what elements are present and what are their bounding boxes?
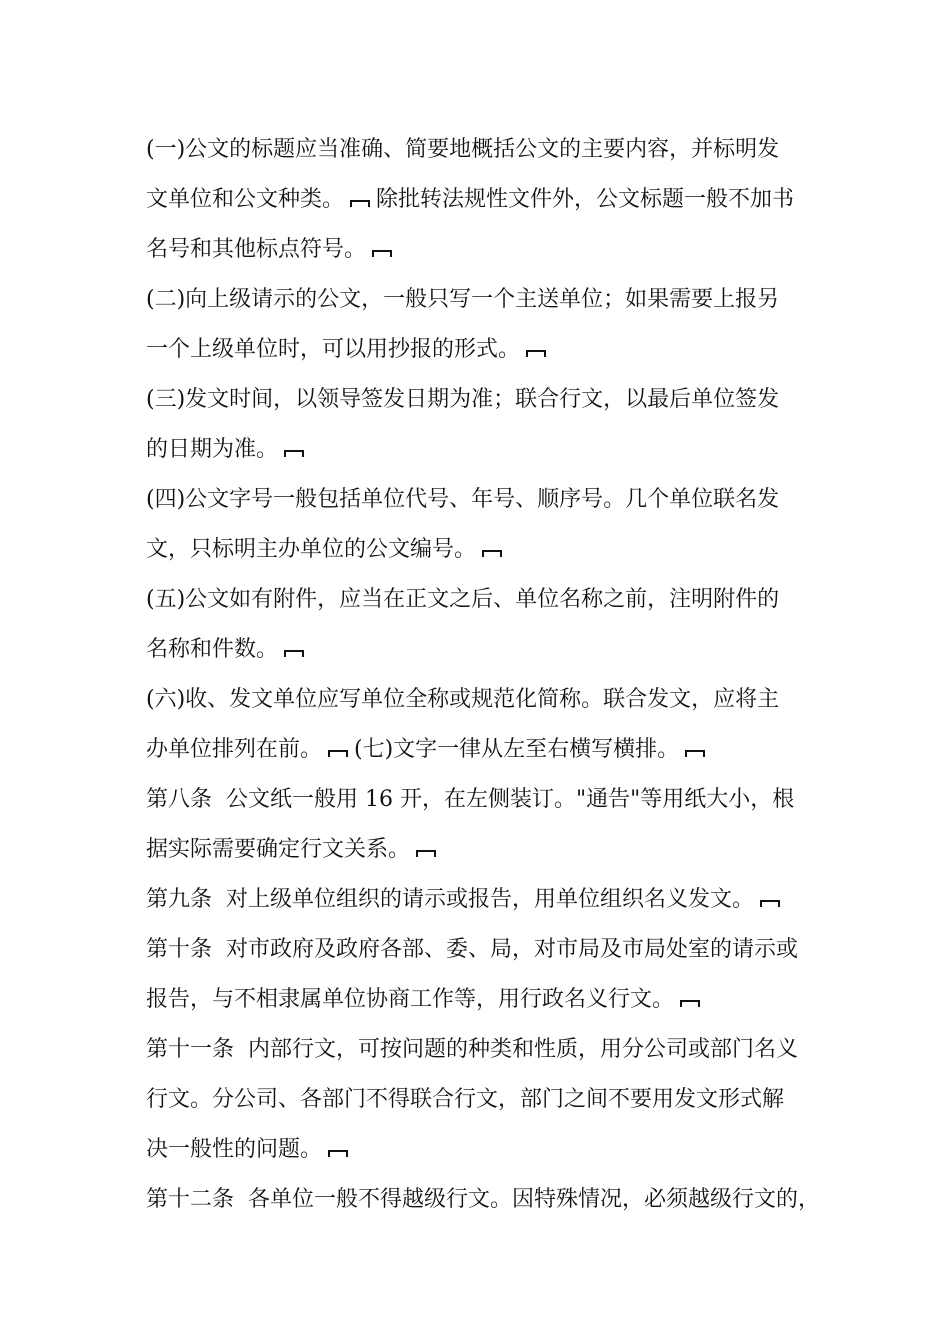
paragraph-mark-icon [350, 198, 370, 208]
text-segment: 第十二条 各单位一般不得越级行文。因特殊情况，必须越级行文的， [146, 1187, 820, 1212]
paragraph-mark-icon [482, 548, 502, 558]
text-segment: 第十条 对市政府及政府各部、委、局，对市局及市局处室的请示或 [146, 937, 798, 962]
text-line [146, 985, 836, 1015]
paragraph-mark-icon [328, 1148, 348, 1158]
text-line [146, 285, 836, 315]
text-line [146, 685, 836, 715]
text-segment: (四)公文字号一般包括单位代号、年号、顺序号。几个单位联名发 [146, 487, 780, 512]
text-segment: 第九条 对上级单位组织的请示或报告，用单位组织名义发文。 [146, 887, 754, 912]
text-line [146, 235, 836, 265]
text-segment: (六)收、发文单位应写单位全称或规范化简称。联合发文，应将主 [146, 687, 780, 712]
text-line [146, 785, 836, 815]
text-segment: 行文。分公司、各部门不得联合行文，部门之间不要用发文形式解 [146, 1087, 785, 1112]
text-line [146, 535, 836, 565]
paragraph-mark-icon [416, 848, 436, 858]
text-segment: 文单位和公文种类。 [146, 187, 345, 212]
paragraph-mark-icon [372, 248, 392, 258]
paragraph-mark-icon [685, 748, 705, 758]
paragraph-mark-icon [284, 448, 304, 458]
text-segment: 的日期为准。 [146, 437, 279, 462]
paragraph-mark-icon [284, 648, 304, 658]
text-line [146, 1185, 836, 1215]
text-line [146, 835, 836, 865]
text-segment: (五)公文如有附件，应当在正文之后、单位名称之前，注明附件的 [146, 587, 780, 612]
text-segment: 第十一条 内部行文，可按问题的种类和性质，用分公司或部门名义 [146, 1037, 798, 1062]
text-segment: 一个上级单位时，可以用抄报的形式。 [146, 337, 521, 362]
text-segment: 办单位排列在前。 [146, 737, 323, 762]
text-line [146, 435, 836, 465]
text-segment: 据实际需要确定行文关系。 [146, 837, 411, 862]
text-segment: (一)公文的标题应当准确、简要地概括公文的主要内容，并标明发 [146, 137, 780, 162]
text-segment: 第八条 公文纸一般用 16 开，在左侧装订。"通告"等用纸大小，根 [146, 787, 795, 812]
text-segment: 除批转法规性文件外，公文标题一般不加书 [376, 187, 795, 212]
text-line [146, 135, 836, 165]
text-segment: 决一般性的问题。 [146, 1137, 323, 1162]
text-segment: (三)发文时间，以领导签发日期为准；联合行文，以最后单位签发 [146, 387, 780, 412]
paragraph-mark-icon [526, 348, 546, 358]
text-line [146, 335, 836, 365]
text-segment: 名称和件数。 [146, 637, 279, 662]
text-segment: 名号和其他标点符号。 [146, 237, 367, 262]
text-line [146, 735, 836, 765]
text-line [146, 385, 836, 415]
text-line [146, 1035, 836, 1065]
text-line [146, 935, 836, 965]
text-line [146, 1135, 836, 1165]
text-line [146, 1085, 836, 1115]
text-line [146, 185, 836, 215]
text-segment: 报告，与不相隶属单位协商工作等，用行政名义行文。 [146, 987, 675, 1012]
paragraph-mark-icon [680, 998, 700, 1008]
text-line [146, 485, 836, 515]
text-line [146, 635, 836, 665]
text-segment: (七)文字一律从左至右横写横排。 [354, 737, 680, 762]
text-line [146, 885, 836, 915]
paragraph-mark-icon [328, 748, 348, 758]
text-line [146, 585, 836, 615]
paragraph-mark-icon [760, 898, 780, 908]
text-segment: (二)向上级请示的公文，一般只写一个主送单位；如果需要上报另 [146, 287, 780, 312]
text-segment: 文，只标明主办单位的公文编号。 [146, 537, 477, 562]
